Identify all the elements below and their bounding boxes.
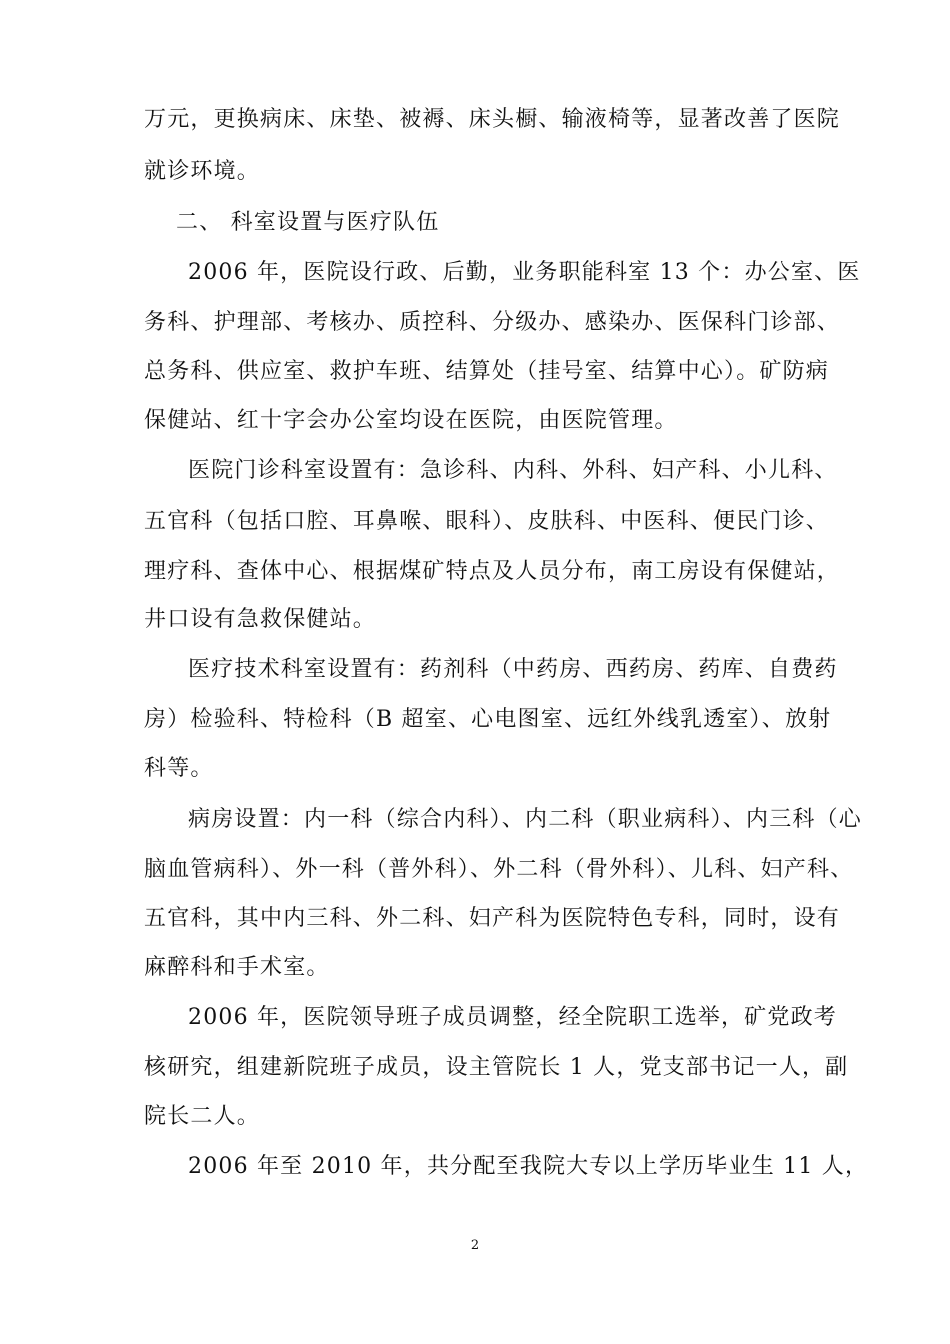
text-line: 医院门诊科室设置有：急诊科、内科、外科、妇产科、小儿科、 (188, 458, 838, 483)
section-heading: 二、 科室设置与医疗队伍 (176, 210, 440, 235)
text-line: 科等。 (144, 756, 214, 781)
text-line: 医疗技术科室设置有：药剂科（中药房、西药房、药库、自费药 (188, 657, 838, 682)
text-line: 2006 年，医院领导班子成员调整，经全院职工选举，矿党政考 (188, 1005, 837, 1030)
text-line: 务科、护理部、考核办、质控科、分级办、感染办、医保科门诊部、 (144, 310, 841, 335)
text-line: 保健站、红十字会办公室均设在医院，由医院管理。 (144, 408, 678, 433)
text-line: 总务科、供应室、救护车班、结算处（挂号室、结算中心）。矿防病 (144, 359, 830, 384)
page-number: 2 (470, 1238, 480, 1253)
text-line: 2006 年至 2010 年，共分配至我院大专以上学历毕业生 11 人， (188, 1154, 869, 1179)
text-line: 2006 年，医院设行政、后勤，业务职能科室 13 个：办公室、医 (188, 260, 861, 285)
text-line: 万元，更换病床、床垫、被褥、床头橱、输液椅等，显著改善了医院 (144, 107, 841, 132)
text-line: 井口设有急救保健站。 (144, 607, 377, 632)
text-line: 核研究，组建新院班子成员，设主管院长 1 人，党支部书记一人，副 (144, 1055, 849, 1080)
text-line: 房）检验科、特检科（B 超室、心电图室、远红外线乳透室）、放射 (144, 707, 832, 732)
text-line: 麻醉科和手术室。 (144, 955, 330, 980)
text-line: 就诊环境。 (144, 159, 261, 184)
text-line: 院长二人。 (144, 1104, 261, 1129)
text-line: 脑血管病科）、外一科（普外科）、外二科（骨外科）、儿科、妇产科、 (144, 857, 854, 882)
text-line: 理疗科、查体中心、根据煤矿特点及人员分布，南工房设有保健站， (144, 559, 841, 584)
text-line: 病房设置：内一科（综合内科）、内二科（职业病科）、内三科（心 (188, 807, 863, 832)
text-line: 五官科（包括口腔、耳鼻喉、眼科）、皮肤科、中医科、便民门诊、 (144, 509, 830, 534)
text-line: 五官科，其中内三科、外二科、妇产科为医院特色专科，同时，设有 (144, 906, 841, 931)
